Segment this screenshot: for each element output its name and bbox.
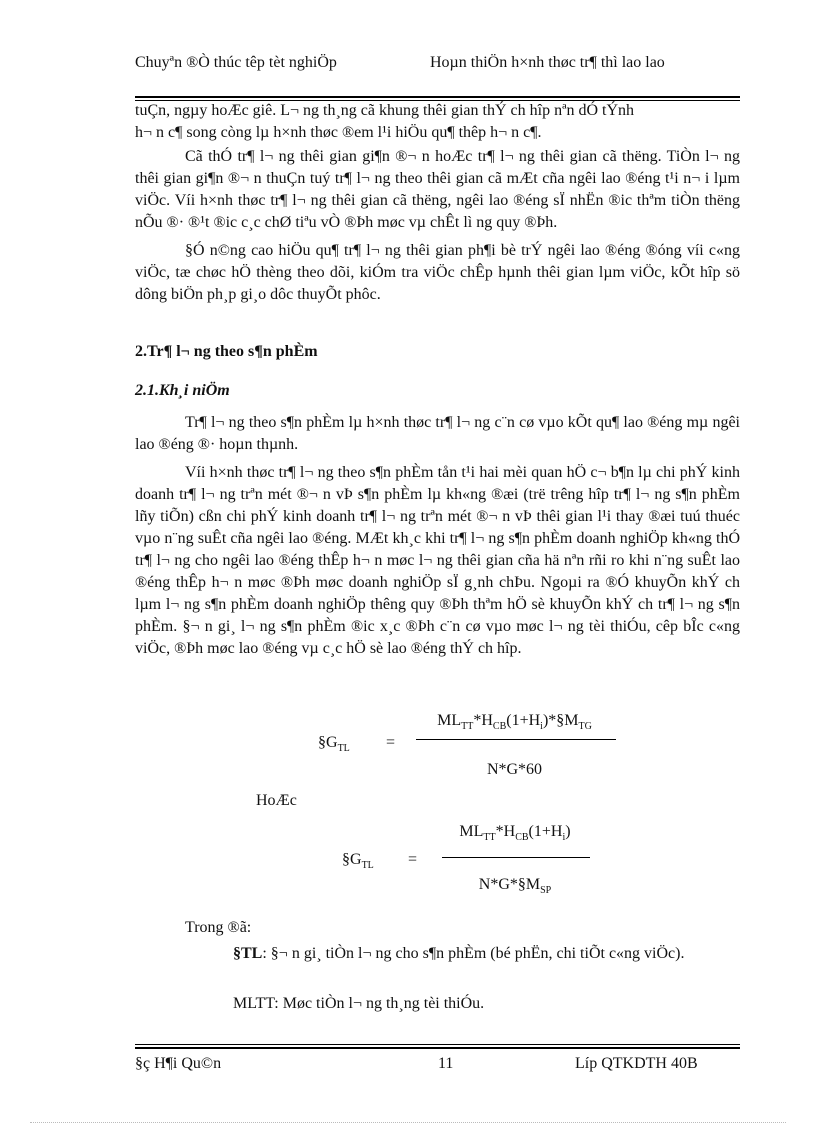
paragraph-3: Tr¶ l¬ ng theo s¶n phÈm lµ h×nh thøc tr¶ l¬ ng c¨n cø vµo kÕt qu¶ lao ®éng mµ ngêi lao ®éng ®· hoµn thµnh. xyxy=(135,414,740,453)
definition-2-text: : Møc tiÒn l¬ ng th¸ng tèi thiÓu. xyxy=(274,995,485,1012)
section-heading: 2.Tr¶ l¬ ng theo s¶n phÈm xyxy=(135,343,318,360)
footer-class: Líp QTKDTH 40B xyxy=(575,1055,698,1072)
footer-rule-thick xyxy=(135,1047,740,1049)
formula-1-denominator: N*G*60 xyxy=(486,761,543,778)
header-right: Hoµn thiÖn h×nh thøc tr¶ thì lao lao xyxy=(430,54,665,71)
header-rule-thick xyxy=(135,96,740,98)
paragraph-1: Cã thÓ tr¶ l¬ ng thêi gian gi¶n ®¬ n hoÆc tr¶ l¬ ng thêi gian cã thëng. TiÒn l¬ ng thêi gian gi¶n ®¬ n thuÇn tuý tr¶ l¬ ng theo thêi gian cã mÆt cña ngêi lao ®éng t¹i n¬ i lµm viÖc. Víi h×nh thøc tr¶ l¬ ng thêi gian cã thëng, ngêi lao ®éng sÏ nhËn ®ic thªm tiÒn thëng nÕu ®· ®¹t ®ic c¸c chØ tiªu vÒ ®Þh møc vµ chÊt lì ng quy ®Þh. xyxy=(135,148,740,231)
header-left: Chuyªn ®Ò thúc têp tèt nghiÖp xyxy=(135,54,337,71)
where-label: Trong ®ã: xyxy=(185,919,252,936)
formula-1-numerator: $ML_{TT}*H_{CB}(1+H_i)*\S M_{TG}$ xyxy=(437,712,592,733)
paragraph-0-line1: tuÇn, ngµy hoÆc giê. L¬ ng th¸ng cã khung thêi gian thÝ ch hîp nªn dÓ tÝnh xyxy=(135,102,635,119)
formula-1-equals: = xyxy=(386,734,396,751)
paragraph-0-line2: h¬ n c¶ song còng lµ h×nh thøc ®em l¹i hiÖu qu¶ thêp h¬ n c¶. xyxy=(135,124,542,141)
body-block-top xyxy=(135,100,740,312)
footer-author: §ç H¶i Qu©n xyxy=(135,1055,222,1072)
definition-2-term: MLTT xyxy=(233,995,275,1012)
page-number: 11 xyxy=(438,1055,454,1072)
definition-1-term: §TL xyxy=(233,945,263,962)
definition-2 xyxy=(135,993,740,1015)
formula-2-fraction-bar xyxy=(442,857,590,858)
footer-rule-thin xyxy=(135,1044,740,1045)
subsection-heading: 2.1.Kh¸i niÖm xyxy=(135,382,230,399)
formula-2-denominator: $N*G*\S M_{SP}$ xyxy=(478,876,552,897)
or-label: HoÆc xyxy=(256,792,297,809)
paragraph-4: Víi h×nh thøc tr¶ l¬ ng theo s¶n phÈm tån t¹i hai mèi quan hÖ c¬ b¶n lµ chi phÝ kinh doanh tr¶ l¬ ng trªn mét ®¬ n vÞ s¶n phÈm lµ kh«ng ®æi (trë trêng hîp tr¶ l¬ ng s¶n phÈm lñy tiÕn) cßn chi phÝ kinh doanh tr¶ l¬ ng trªn mét ®¬ n vÞ thêi gian l¹i thay ®æi tuú thuéc vµo n¨ng suÊt cña ngêi lao ®éng. MÆt kh¸c khi tr¶ l¬ ng s¶n phÈm doanh nghiÖp kh«ng thÓ tr¶ l¬ ng cho ngêi lao ®éng thÊp h¬ n møc l¬ ng thêi gian cña hä nªn rñi ro khi n¨ng suÊt lao ®éng thÊp h¬ n møc ®Þh møc doanh nghiÖp sÏ g¸nh chÞu. Ngoµi ra ®Ó khuyÕn khÝ ch lµm l¬ ng s¶n phÈm doanh nghiÖp thêng quy ®Þh thªm hÖ sè khuyÕn khÝ ch tr¶ l¬ ng s¶n phÈm. §¬ n gi¸ l¬ ng s¶n phÈm ®ic x¸c ®Þh c¨n cø vµo møc l¬ ng tèi thiÓu, cêp bÎc c«ng viÖc, ®Þh møc lao ®éng vµ c¸c hÖ sè lao ®éng thÝ ch hîp. xyxy=(135,464,740,657)
formula-2-equals: = xyxy=(408,851,418,868)
definition-1 xyxy=(135,943,740,965)
formula-1-lhs: $\S G_{TL}$ xyxy=(318,734,350,755)
definition-1-text: : §¬ n gi¸ tiÒn l¬ ng cho s¶n phÈm (bé phËn, chi tiÕt c«ng viÖc). xyxy=(262,945,685,962)
formula-1-fraction-bar xyxy=(416,739,616,740)
formula-2-numerator: $ML_{TT}*H_{CB}(1+H_i)$ xyxy=(459,823,571,844)
body-block-middle xyxy=(135,412,740,666)
formula-2-lhs: $\S G_{TL}$ xyxy=(342,851,374,872)
paragraph-2: §Ó n©ng cao hiÖu qu¶ tr¶ l¬ ng thêi gian ph¶i bè trÝ ngêi lao ®éng ®óng víi c«ng viÖc, tæ chøc hÖ thèng theo dõi, kiÓm tra viÖc chÊp hµnh thêi gian lµm viÖc, kÕt hîp sö dông biÖn ph¸p gi¸o dôc thuyÕt phôc. xyxy=(135,242,740,303)
paragraph-0 xyxy=(135,100,740,144)
